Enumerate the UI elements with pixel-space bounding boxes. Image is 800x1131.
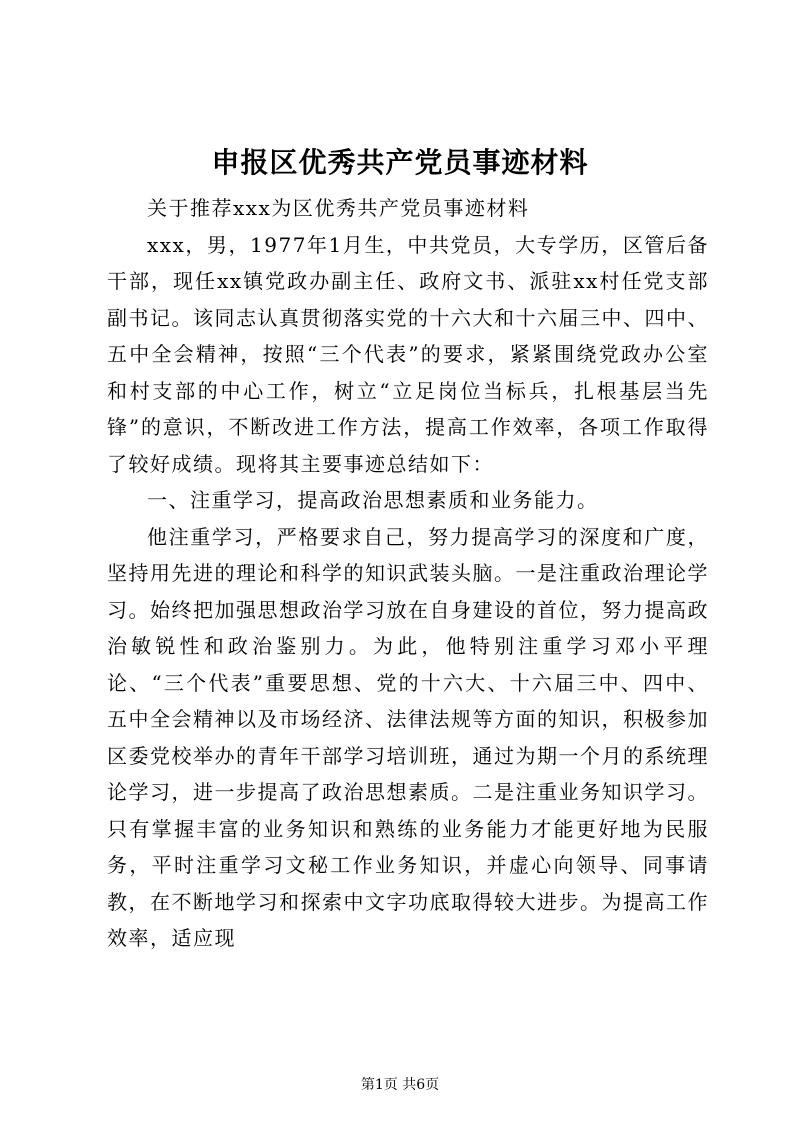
page-title: 申报区优秀共产党员事迹材料 <box>211 146 589 179</box>
paragraph-study: 他注重学习，严格要求自己，努力提高学习的深度和广度，坚持用先进的理论和科学的知识武装头脑。一是注重政治理论学习。始终把加强思想政治学习放在自身建设的首位，努力提高政治敏锐性和政治鉴别力。为此，他特别注重学习邓小平理论、“三个代表”重要思想、党的十六大、十六届三中、四中、五中全会精神以及市场经济、法律法规等方面的知识，积极参加区委党校举办的青年干部学习培训班，通过为期一个月的系统理论学习，进一步提高了政治思想素质。二是注重业务知识学习。只有掌握丰富的业务知识和熟练的业务能力才能更好地为民服务，平时注重学习文秘工作业务知识，并虚心向领导、同事请教，在不断地学习和探索中文字功底取得较大进步。为提高工作效率，适应现 <box>107 524 709 950</box>
paragraph-section-heading: 一、注重学习，提高政治思想素质和业务能力。 <box>147 488 599 512</box>
document-body <box>107 190 709 957</box>
page-footer: 第1页 共6页 <box>360 1077 440 1093</box>
paragraph-intro: xxx，男，1977年1月生，中共党员，大专学历，区管后备干部，现任xx镇党政办副主任、政府文书、派驻xx村任党支部副书记。该同志认真贯彻落实党的十六大和十六届三中、四中、五中全会精神，按照“三个代表”的要求，紧紧围绕党政办公室和村支部的中心工作，树立“立足岗位当标兵，扎根基层当先锋”的意识，不断改进工作方法，提高工作效率，各项工作取得了较好成绩。现将其主要事迹总结如下： <box>107 232 709 476</box>
paragraph-subtitle: 关于推荐xxx为区优秀共产党员事迹材料 <box>147 196 530 220</box>
